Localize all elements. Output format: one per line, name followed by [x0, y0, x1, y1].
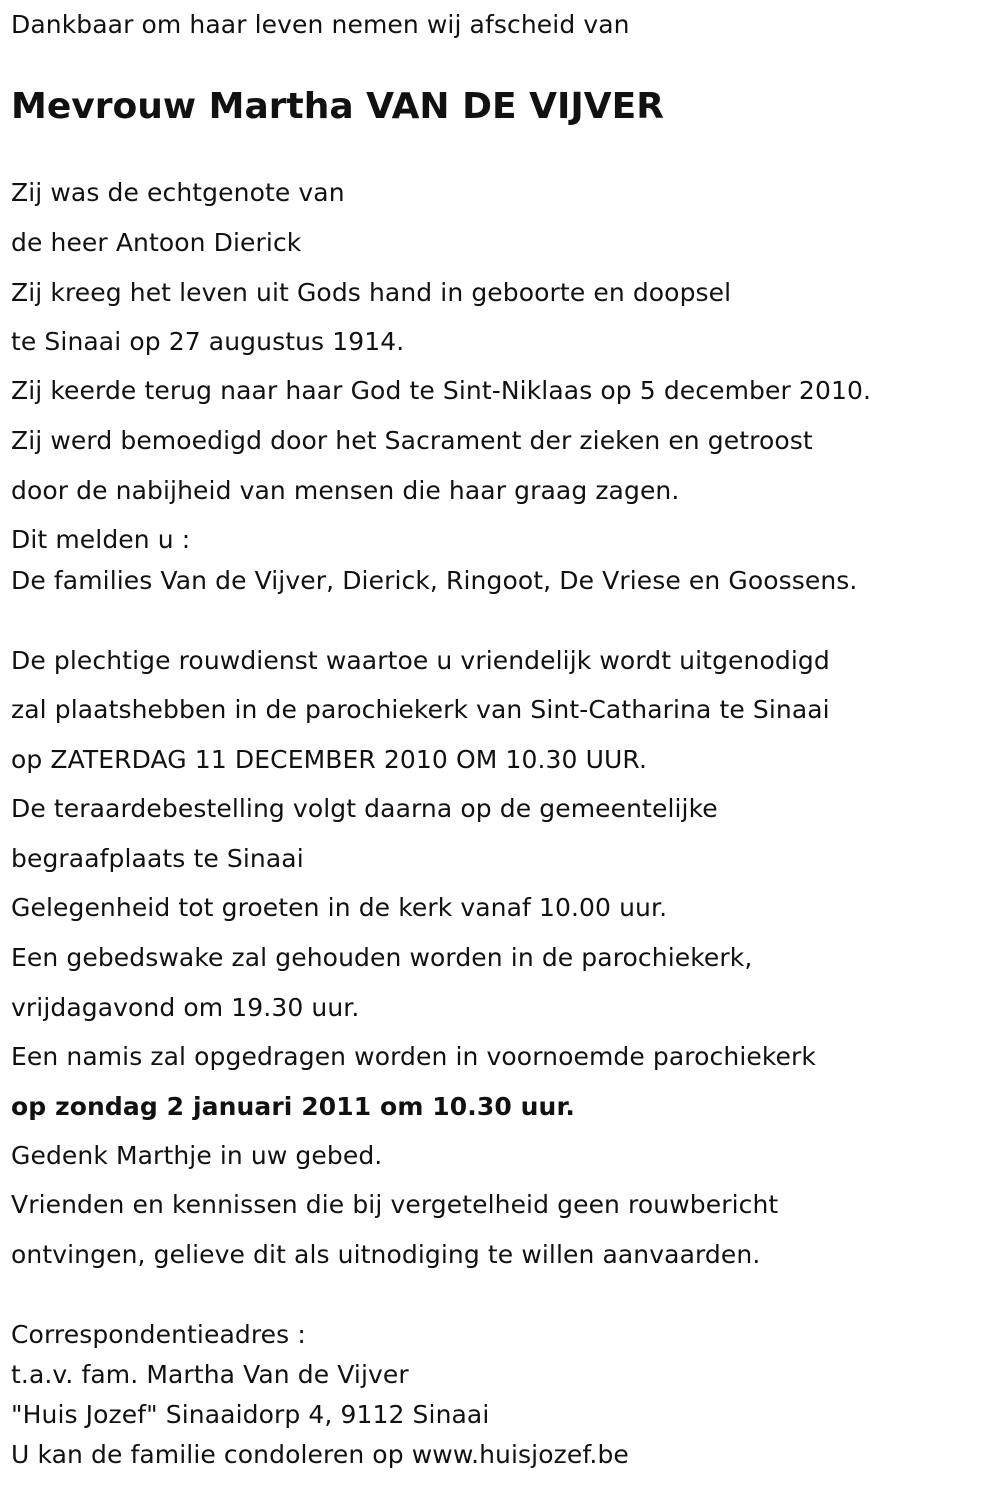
bio-line: Zij keerde terug naar haar God te Sint-Niklaas op 5 december 2010.	[11, 376, 872, 405]
deceased-name: Mevrouw Martha VAN DE VIJVER	[11, 86, 664, 127]
correspondence-heading: Correspondentieadres :	[11, 1320, 306, 1349]
service-line: begraafplaats te Sinaai	[11, 844, 304, 873]
bio-line: Zij was de echtgenote van	[11, 178, 345, 207]
service-line: ontvingen, gelieve dit als uitnodiging te willen aanvaarden.	[11, 1240, 761, 1269]
service-line: Gelegenheid tot groeten in de kerk vanaf 10.00 uur.	[11, 893, 668, 922]
bio-line: door de nabijheid van mensen die haar graag zagen.	[11, 476, 680, 505]
condolence-line: U kan de familie condoleren op www.huisjozef.be	[11, 1440, 629, 1469]
service-date-line: op ZATERDAG 11 DECEMBER 2010 OM 10.30 UUR.	[11, 745, 648, 774]
service-line: Een namis zal opgedragen worden in voornoemde parochiekerk	[11, 1042, 816, 1071]
families-line: De families Van de Vijver, Dierick, Ringoot, De Vriese en Goossens.	[11, 566, 858, 595]
bio-line: Zij kreeg het leven uit Gods hand in geboorte en doopsel	[11, 278, 732, 307]
bio-line: te Sinaai op 27 augustus 1914.	[11, 327, 405, 356]
intro-text: Dankbaar om haar leven nemen wij afscheid van	[11, 10, 630, 39]
service-line: De teraardebestelling volgt daarna op de gemeentelijke	[11, 794, 718, 823]
bio-line: de heer Antoon Dierick	[11, 228, 302, 257]
service-line: Een gebedswake zal gehouden worden in de parochiekerk,	[11, 943, 753, 972]
correspondence-address: "Huis Jozef" Sinaaidorp 4, 9112 Sinaai	[11, 1400, 490, 1429]
service-line: De plechtige rouwdienst waartoe u vriendelijk wordt uitgenodigd	[11, 646, 830, 675]
mass-date-line: op zondag 2 januari 2011 om 10.30 uur.	[11, 1092, 575, 1121]
service-line: vrijdagavond om 19.30 uur.	[11, 993, 360, 1022]
service-line: zal plaatshebben in de parochiekerk van Sint-Catharina te Sinaai	[11, 695, 830, 724]
bio-line: Dit melden u :	[11, 525, 191, 554]
correspondence-line: t.a.v. fam. Martha Van de Vijver	[11, 1360, 409, 1389]
service-line: Gedenk Marthje in uw gebed.	[11, 1141, 383, 1170]
service-line: Vrienden en kennissen die bij vergetelheid geen rouwbericht	[11, 1190, 779, 1219]
bio-line: Zij werd bemoedigd door het Sacrament der zieken en getroost	[11, 426, 813, 455]
